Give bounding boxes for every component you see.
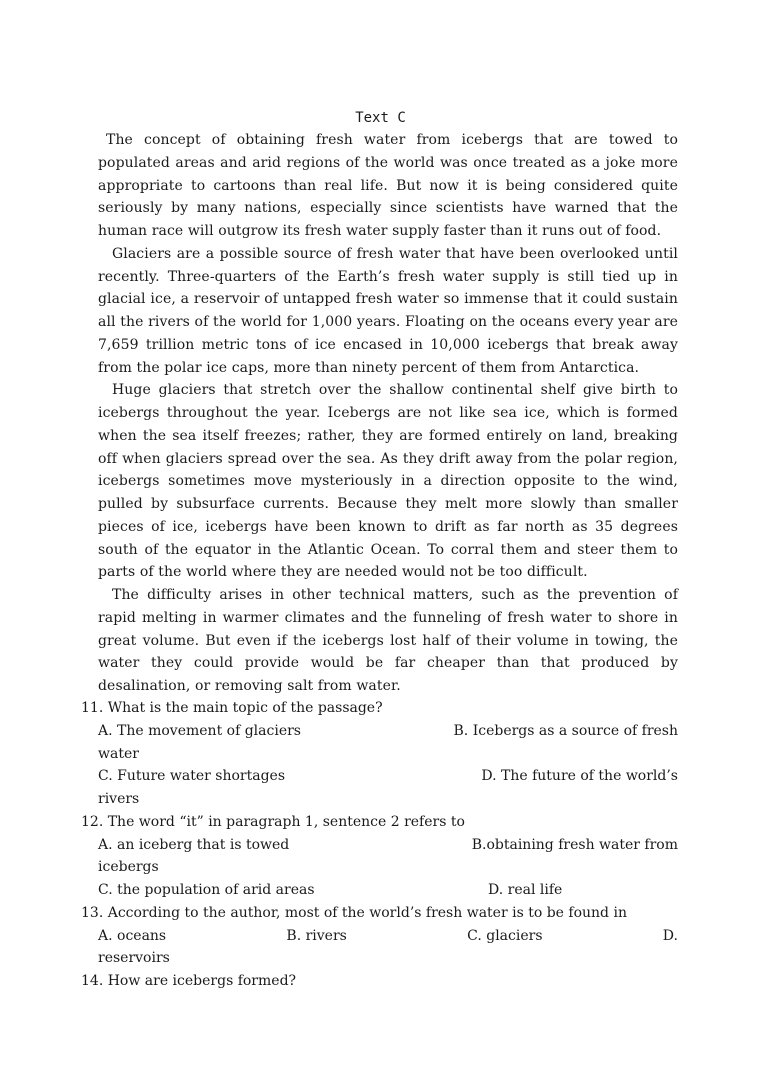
question-11-option-b: B. Icebergs as a source of fresh	[453, 722, 678, 739]
paragraph-1: The concept of obtaining fresh water from icebergs that are towed to populated areas and arid regions of the world was once treated as a joke more appropriate to cartoons than real life. But now it is being considered quite seriously by many nations, especially since scientists have warned that the human race will outgrow its fresh water supply faster than it runs out of food.	[98, 132, 678, 239]
question-13-option-a: A. oceans	[98, 927, 167, 944]
question-12-option-c: C. the population of arid areas	[98, 882, 315, 898]
question-11-option-d: D. The future of the world’s	[481, 768, 678, 785]
question-12-option-b: B.obtaining fresh water from	[471, 836, 678, 853]
paragraph-2: Glaciers are a possible source of fresh water that have been overlooked until recently. Three-quarters of the Earth’s fresh water supply is still tied up in glacial ice, a reservoir of untapped fresh water so immense that it could sustain all the rivers of the world for 1,000 years. Floating on the oceans every year are 7,659 trillion metric tons of ice encased in 10,000 icebergs that break away from the polar ice caps, more than ninety percent of them from Antarctica.	[98, 245, 678, 376]
paragraph-4: The difficulty arises in other technical matters, such as the prevention of rapid melting in warmer climates and the funneling of fresh water to shore in great volume. But even if the icebergs lost half of their volume in towing, the water they could provide would be far cheaper than that produced by desalination, or removing salt from water.	[98, 587, 678, 694]
passage-body	[98, 129, 678, 698]
question-list	[81, 697, 681, 993]
question-12-options-row-2	[98, 879, 678, 902]
question-12-option-a: A. an iceberg that is towed	[98, 836, 290, 853]
question-13-option-d: D.	[662, 927, 678, 944]
question-11-stem: 11. What is the main topic of the passage?	[81, 700, 383, 716]
question-12-options-row-1	[98, 834, 678, 857]
question-11-options-row-1	[98, 720, 678, 743]
question-13-option-b: B. rivers	[286, 927, 347, 944]
question-13-option-c: C. glaciers	[467, 927, 543, 944]
passage-title: Text C	[355, 110, 406, 126]
question-13-options-row	[98, 925, 678, 948]
question-13-stem: 13. According to the author, most of the world’s fresh water is to be found in	[81, 904, 627, 921]
question-11-option-a: A. The movement of glaciers	[98, 722, 301, 739]
question-14-stem: 14. How are icebergs formed?	[81, 973, 297, 989]
question-11-option-b-continued: water	[98, 745, 139, 762]
question-11-options-row-2	[98, 765, 678, 788]
question-13-option-d-continued: reservoirs	[98, 950, 170, 967]
question-12-option-b-continued: icebergs	[98, 859, 159, 876]
paragraph-3: Huge glaciers that stretch over the shallow continental shelf give birth to icebergs throughout the year. Icebergs are not like sea ice, which is formed when the sea itself freezes; rather, they are formed entirely on land, breaking off when glaciers spread over the sea. As they drift away from the polar region, icebergs sometimes move mysteriously in a direction opposite to the wind, pulled by subsurface currents. Because they melt more slowly than smaller pieces of ice, icebergs have been known to drift as far north as 35 degrees south of the equator in the Atlantic Ocean. To corral them and steer them to parts of the world where they are needed would not be too difficult.	[98, 382, 678, 581]
question-11-option-d-continued: rivers	[98, 791, 140, 807]
question-12-option-d: D. real life	[488, 882, 563, 898]
question-11-option-c: C. Future water shortages	[98, 768, 286, 785]
question-12-stem: 12. The word “it” in paragraph 1, sentence 2 refers to	[81, 813, 465, 830]
